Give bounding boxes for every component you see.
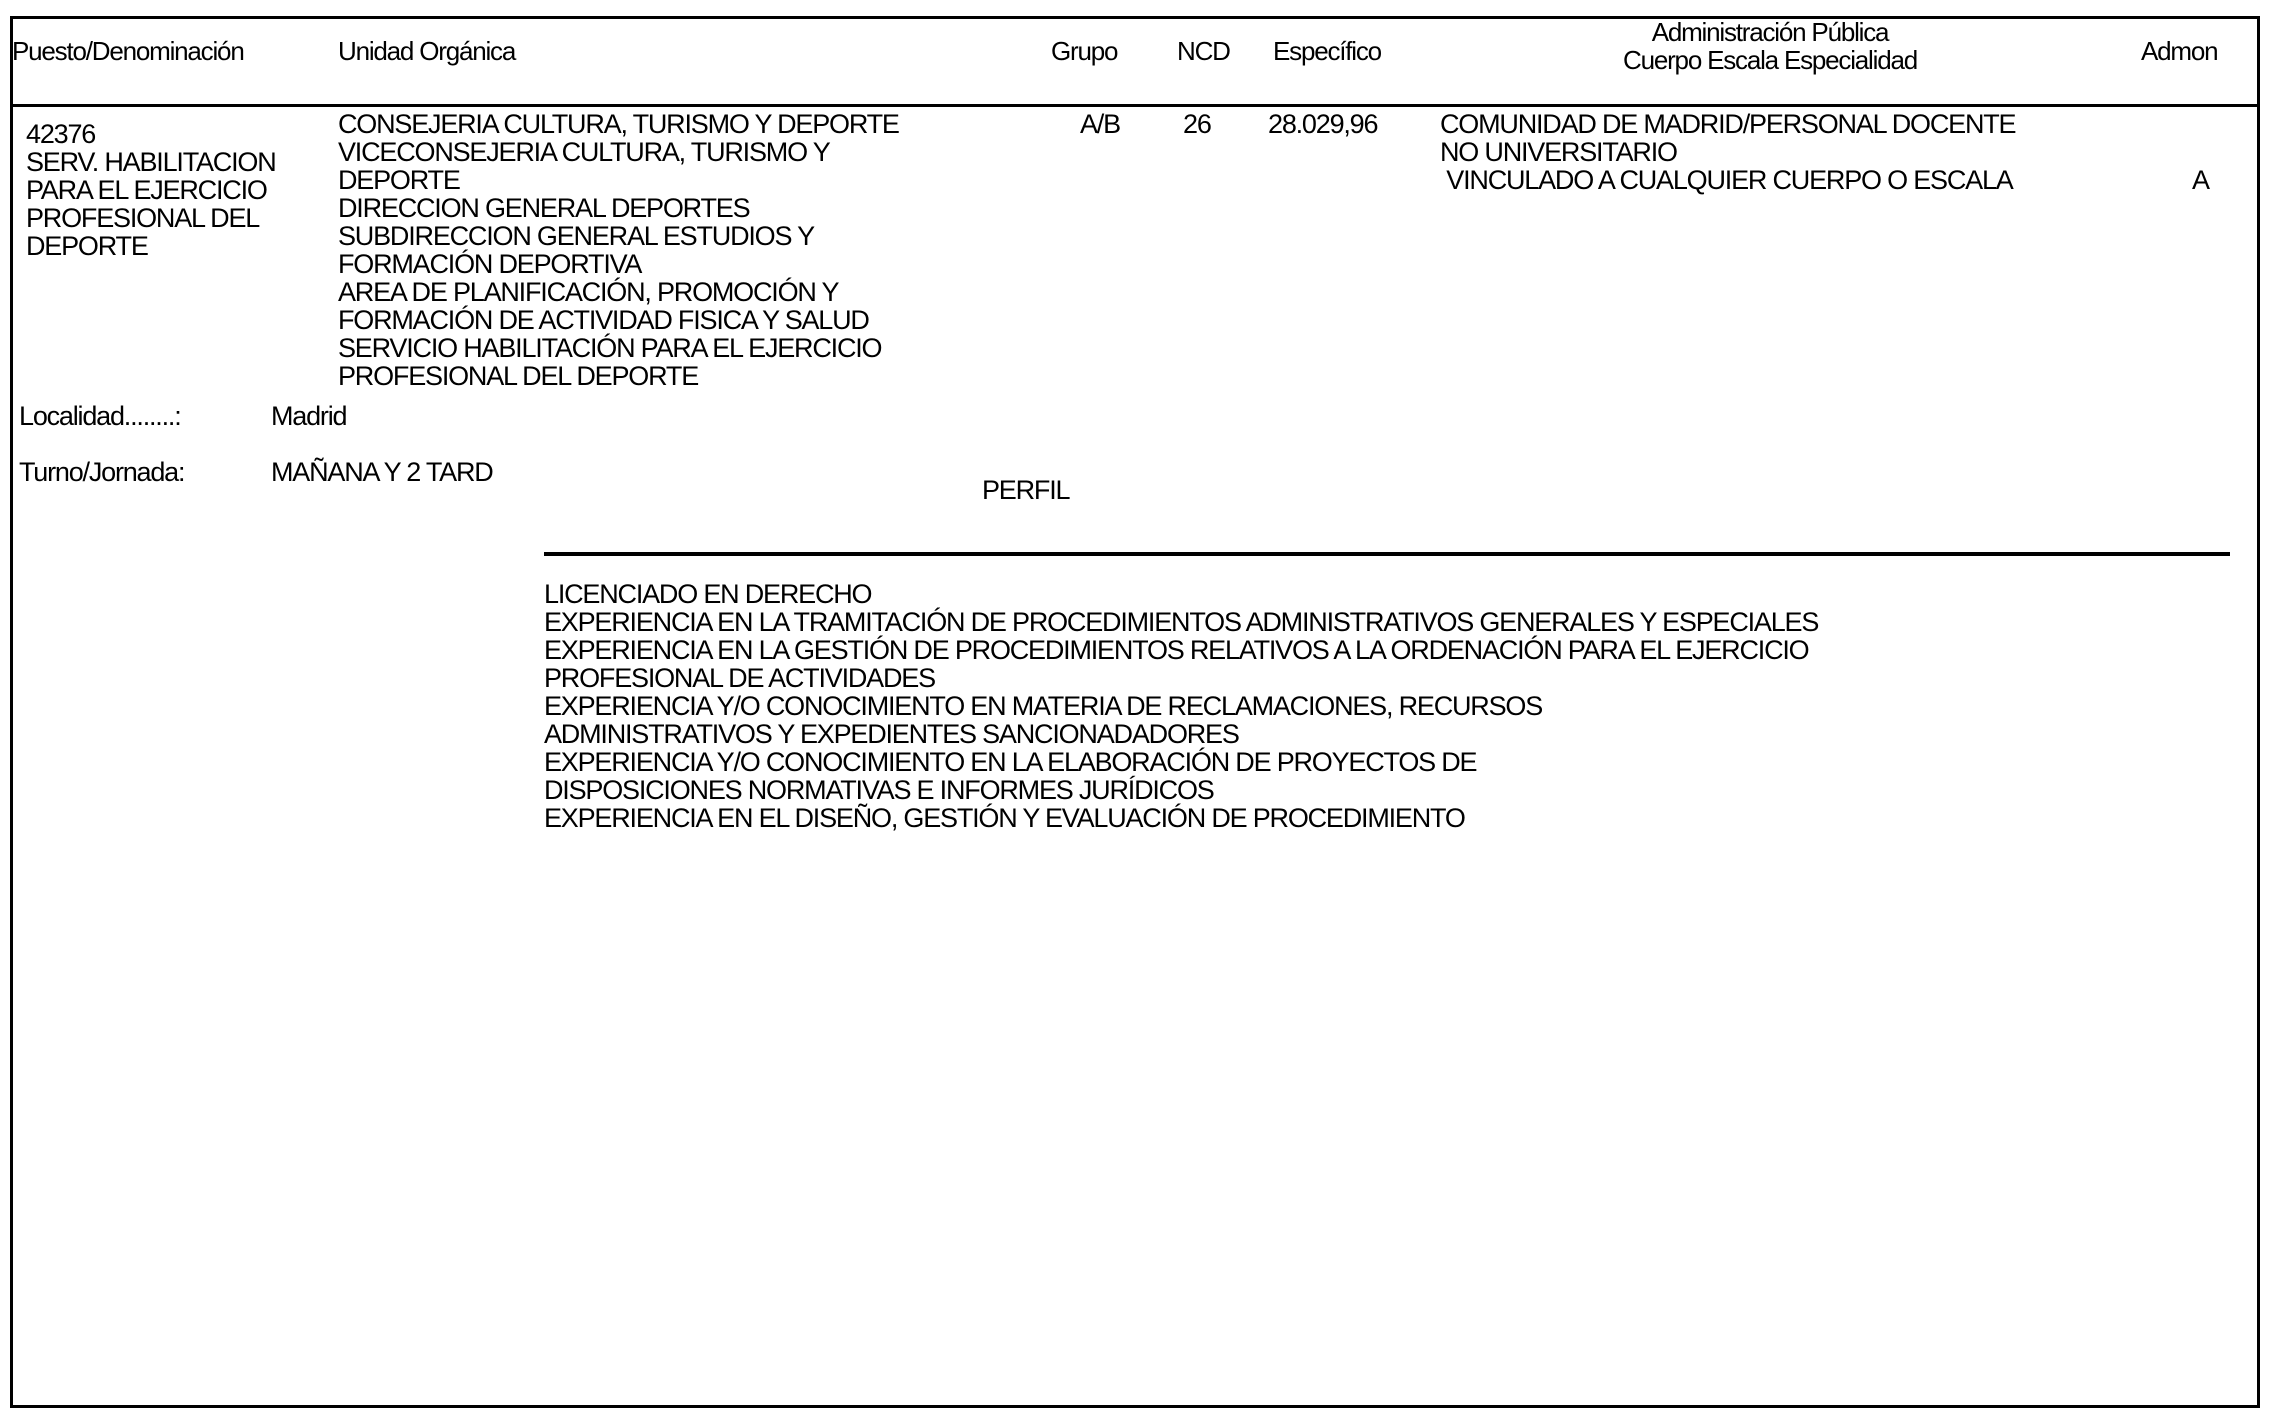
unidad-line: FORMACIÓN DEPORTIVA [338, 249, 642, 279]
header-admin-publica-2: Cuerpo Escala Especialidad [1623, 45, 1917, 75]
puesto-line: PARA EL EJERCICIO [26, 175, 267, 205]
puesto-line: PROFESIONAL DEL [26, 203, 260, 233]
puesto-line: SERV. HABILITACION [26, 147, 276, 177]
unidad-line: CONSEJERIA CULTURA, TURISMO Y DEPORTE [338, 109, 899, 139]
header-grupo: Grupo [1051, 36, 1118, 66]
perfil-line: LICENCIADO EN DERECHO [544, 579, 872, 609]
perfil-divider [544, 552, 2230, 556]
turno-label: Turno/Jornada: [19, 457, 185, 487]
admin-publica-block [1440, 110, 2015, 194]
especifico-value: 28.029,96 [1268, 109, 1378, 139]
unidad-line: VICECONSEJERIA CULTURA, TURISMO Y [338, 137, 830, 167]
localidad-value: Madrid [271, 401, 347, 431]
header-admin-publica-1: Administración Pública [1651, 17, 1889, 47]
localidad-label: Localidad........: [19, 401, 181, 431]
perfil-line: EXPERIENCIA Y/O CONOCIMIENTO EN LA ELABORACIÓN DE PROYECTOS DE [544, 747, 1477, 777]
unidad-organica-block [338, 110, 899, 390]
perfil-block [544, 580, 1818, 832]
perfil-line: EXPERIENCIA EN LA GESTIÓN DE PROCEDIMIENTOS RELATIVOS A LA ORDENACIÓN PARA EL EJERCICIO [544, 635, 1809, 665]
admin-line: VINCULADO A CUALQUIER CUERPO O ESCALA [1440, 165, 2013, 195]
perfil-line: EXPERIENCIA Y/O CONOCIMIENTO EN MATERIA DE RECLAMACIONES, RECURSOS [544, 691, 1543, 721]
unidad-line: PROFESIONAL DEL DEPORTE [338, 361, 698, 391]
puesto-line: DEPORTE [26, 231, 148, 261]
admon-value: A [2192, 165, 2209, 195]
header-ncd: NCD [1177, 36, 1230, 66]
perfil-line: PROFESIONAL DE ACTIVIDADES [544, 663, 935, 693]
perfil-line: DISPOSICIONES NORMATIVAS E INFORMES JURÍDICOS [544, 775, 1214, 805]
unidad-line: DIRECCION GENERAL DEPORTES [338, 193, 750, 223]
perfil-line: ADMINISTRATIVOS Y EXPEDIENTES SANCIONADADORES [544, 719, 1239, 749]
unidad-line: SUBDIRECCION GENERAL ESTUDIOS Y [338, 221, 814, 251]
header-especifico: Específico [1273, 36, 1381, 66]
puesto-block [26, 120, 276, 260]
unidad-line: FORMACIÓN DE ACTIVIDAD FISICA Y SALUD [338, 305, 869, 335]
turno-value: MAÑANA Y 2 TARD [271, 457, 493, 487]
puesto-line: 42376 [26, 119, 96, 149]
perfil-line: EXPERIENCIA EN EL DISEÑO, GESTIÓN Y EVALUACIÓN DE PROCEDIMIENTO [544, 803, 1465, 833]
unidad-line: SERVICIO HABILITACIÓN PARA EL EJERCICIO [338, 333, 882, 363]
unidad-line: DEPORTE [338, 165, 460, 195]
unidad-line: AREA DE PLANIFICACIÓN, PROMOCIÓN Y [338, 277, 839, 307]
perfil-line: EXPERIENCIA EN LA TRAMITACIÓN DE PROCEDIMIENTOS ADMINISTRATIVOS GENERALES Y ESPECIALES [544, 607, 1819, 637]
header-puesto: Puesto/Denominación [12, 36, 244, 66]
admin-line: NO UNIVERSITARIO [1440, 137, 1677, 167]
header-admon: Admon [2141, 36, 2218, 66]
header-divider [10, 104, 2260, 107]
admin-line: COMUNIDAD DE MADRID/PERSONAL DOCENTE [1440, 109, 2016, 139]
header-unidad: Unidad Orgánica [338, 36, 516, 66]
ncd-value: 26 [1183, 109, 1211, 139]
perfil-heading: PERFIL [982, 475, 1070, 505]
grupo-value: A/B [1080, 109, 1120, 139]
